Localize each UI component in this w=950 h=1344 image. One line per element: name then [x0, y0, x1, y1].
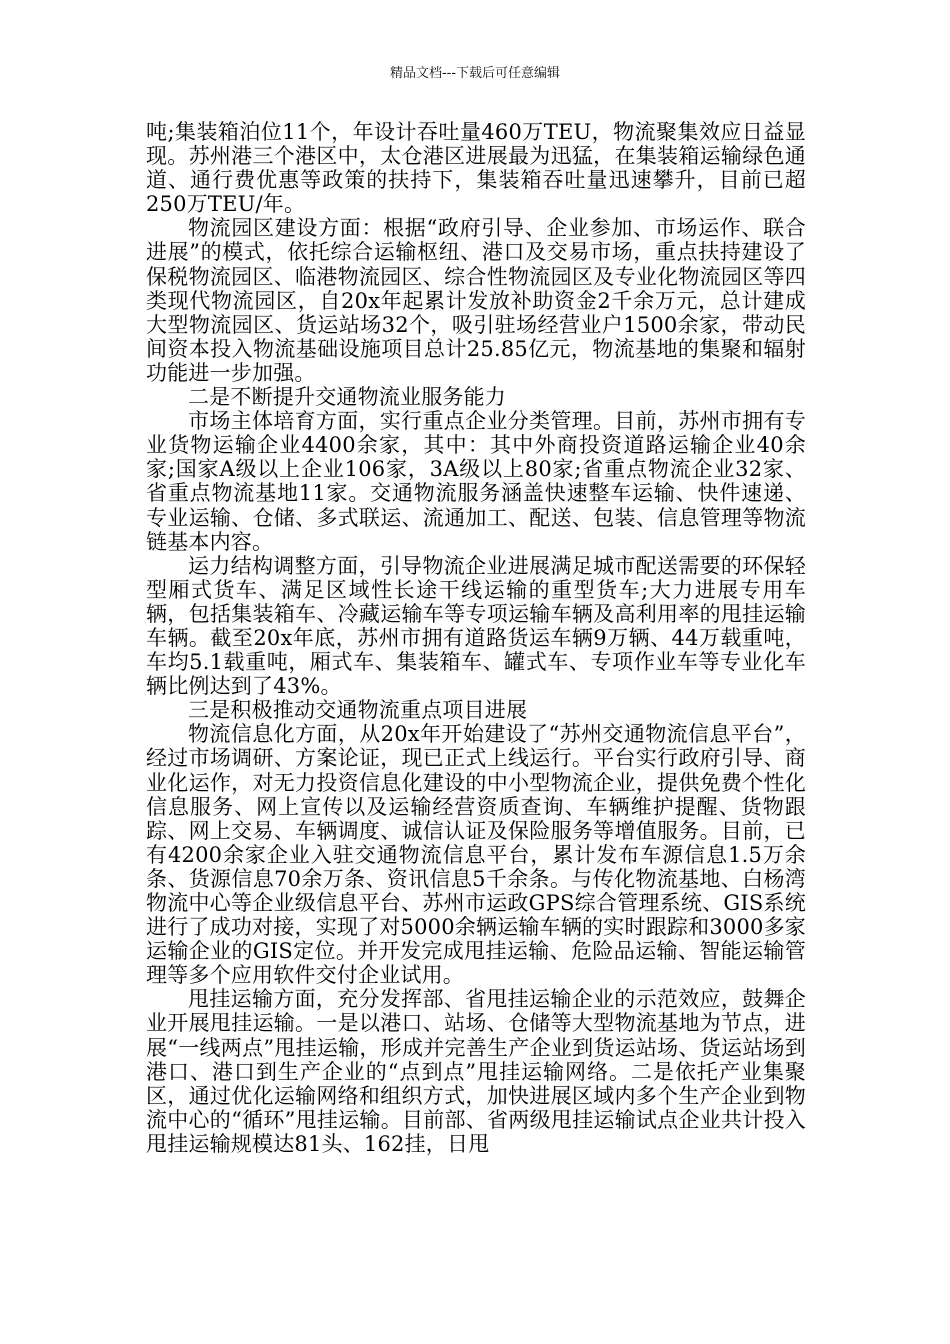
paragraph-logistics-informatization: 物流信息化方面，从20x年开始建设了“苏州交通物流信息平台”，经过市场调研、方案论证，现已正式上线运行。平台实行政府引导、商业化运作，对无力投资信息化建设的中小型物流企业，提供免费个性化信息服务、网上宣传以及运输经营资质查询、车辆维护提醒、货物跟踪、网上交易、车辆调度、诚信认证及保险服务等增值服务。目前，已有4200余家企业入驻交通物流信息平台，累计发布车源信息1.5万余条、货源信息70余万条、资讯信息5千余条。与传化物流基地、白杨湾物流中心等企业级信息平台、苏州市运政GPS综合管理系统、GIS系统进行了成功对接，实现了对5000余辆运输车辆的实时跟踪和3000多家运输企业的GIS定位。并开发完成甩挂运输、危险品运输、智能运输管理等多个应用软件交付企业试用。	[146, 722, 806, 988]
document-body	[146, 120, 806, 1156]
paragraph-logistics-park-construction: 物流园区建设方面：根据“政府引导、企业参加、市场运作、联合进展”的模式，依托综合运输枢纽、港口及交易市场，重点扶持建设了保税物流园区、临港物流园区、综合性物流园区及专业化物流园区等四类现代物流园区，自20x年起累计发放补助资金2千余万元，总计建成大型物流园区、货运站场32个，吸引驻场经营业户1500余家，带动民间资本投入物流基础设施项目总计25.85亿元，物流基地的集聚和辐射功能进一步加强。	[146, 216, 806, 385]
paragraph-port-container-capacity: 吨;集装箱泊位11个，年设计吞吐量460万TEU，物流聚集效应日益显现。苏州港三个港区中，太仓港区进展最为迅猛，在集装箱运输绿色通道、通行费优惠等政策的扶持下，集装箱吞吐量迅速攀升，目前已超250万TEU/年。	[146, 120, 806, 217]
section-heading-key-projects: 三是积极推动交通物流重点项目进展	[188, 698, 528, 723]
paragraph-drop-and-pull-transport: 甩挂运输方面，充分发挥部、省甩挂运输企业的示范效应，鼓舞企业开展甩挂运输。一是以港口、站场、仓储等大型物流基地为节点，进展“一线两点”甩挂运输，形成并完善生产企业到货运站场、货运站场到港口、港口到生产企业的“点到点”甩挂运输网络。二是依托产业集聚区，通过优化运输网络和组织方式，加快进展区域内多个生产企业到物流中心的“循环”甩挂运输。目前部、省两级甩挂运输试点企业共计投入甩挂运输规模达81头、162挂，日甩	[146, 987, 806, 1156]
paragraph-fleet-structure-adjustment: 运力结构调整方面，引导物流企业进展满足城市配送需要的环保轻型厢式货车、满足区域性长途干线运输的重型货车;大力进展专用车辆，包括集装箱车、冷藏运输车等专项运输车辆及高利用率的甩挂运输车辆。截至20x年底，苏州市拥有道路货运车辆9万辆、44万载重吨，车均5.1载重吨，厢式车、集装箱车、罐式车、专项作业车等专业化车辆比例达到了43%。	[146, 553, 806, 699]
paragraph-market-entity-cultivation: 市场主体培育方面，实行重点企业分类管理。目前，苏州市拥有专业货物运输企业4400余家，其中：其中外商投资道路运输企业40余家;国家A级以上企业106家，3A级以上80家;省重点物流企业32家、省重点物流基地11家。交通物流服务涵盖快速整车运输、快件速递、专业运输、仓储、多式联运、流通加工、配送、包装、信息管理等物流链基本内容。	[146, 409, 806, 554]
section-heading-service-capacity: 二是不断提升交通物流业服务能力	[188, 385, 506, 410]
page-header: 精品文档---下载后可任意编辑	[389, 66, 561, 81]
